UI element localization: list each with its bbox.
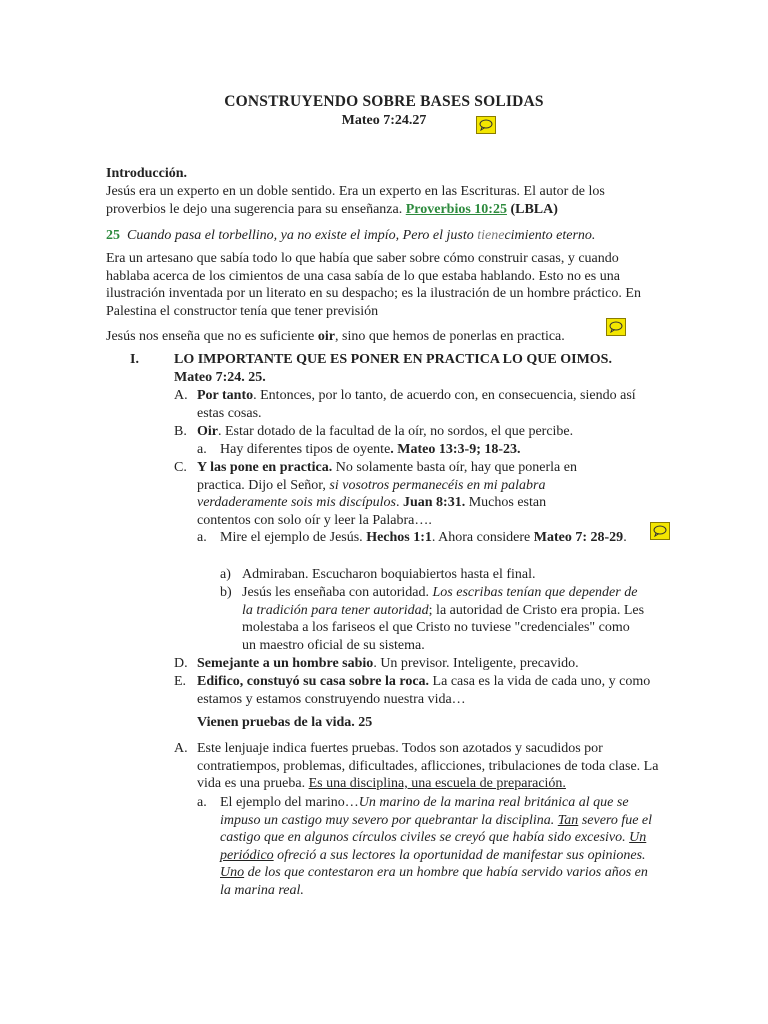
item-text: La casa es la vida de cada uno, y como estamos y estamos construyendo nuestra vida…	[197, 674, 651, 707]
item-bold: Semejante a un hombre sabio	[197, 656, 374, 671]
item-text: . Ahora considere	[431, 530, 534, 545]
item-text: ; la autoridad de Cristo era propia. Les molestaba a los fariseos el que Cristo no tuviese "credenciales" como un maestro oficial de su sistema.	[242, 602, 645, 653]
item-bold: Edifico, constuyó su casa sobre la roca.	[197, 674, 430, 689]
list-marker: C.	[174, 460, 187, 475]
item-text: . Entonces, por lo tanto, de acuerdo con, en consecuencia, siendo así estas cosas.	[197, 388, 636, 421]
list-marker: A.	[174, 388, 188, 403]
item-italic-underlined: Uno	[220, 865, 245, 880]
item-italic: severo fue el castigo que en algunos círculos civiles se creyó que había sido excesivo.	[220, 812, 653, 845]
verse-text-a: Cuando pasa el torbellino, ya no existe el impío, Pero el justo	[127, 228, 478, 243]
list-item-Ba	[220, 441, 660, 459]
item-text: Este lenjuaje indica fuertes pruebas. Todos son azotados y sacudidos por contratiempos, problemas, dificultades, aflicciones, tribulaciones de toda clase. La vida es una prueba.	[197, 741, 659, 791]
item-bold: Y las pone en practica.	[197, 460, 333, 475]
item-text: Mire el ejemplo de Jesús.	[220, 530, 367, 545]
verse-number: 25	[106, 228, 120, 243]
intro-paragraph-3	[106, 328, 606, 346]
section-heading	[174, 351, 664, 386]
speech-bubble-icon	[653, 525, 667, 537]
list-item-B	[197, 423, 655, 441]
list-item-D	[197, 655, 655, 673]
list-item-A	[197, 387, 655, 422]
comment-icon[interactable]	[606, 318, 626, 336]
item-italic-underlined: Tan	[557, 812, 579, 828]
item-bold: Por tanto	[197, 388, 254, 403]
page-subtitle: Mateo 7:24.27	[341, 113, 427, 128]
item-text: El ejemplo del marino…	[220, 795, 359, 810]
intro-paragraph-2: Era un artesano que sabía todo lo que había que saber sobre cómo construir casas, y cuando hablaba acerca de los cimientos de una casa sabía de lo que estaba hablando. Esto no es una ilustración inventada por un literato en su despacho; es la ilustración de un hombre práctico. En Palestina el constructor tenía que tener previsión	[106, 251, 641, 319]
verse-text-b: cimiento eterno.	[504, 228, 596, 243]
list-marker: a.	[197, 795, 207, 810]
item-text: Hay diferentes tipos de oyente	[220, 442, 391, 457]
comment-icon[interactable]	[650, 522, 670, 540]
item-italic-underlined: Un periódico	[220, 830, 647, 863]
item-italic: si vosotros permanecéis en mi palabra verdaderamente sois mis discípulos	[197, 477, 546, 510]
verse-quote	[106, 227, 666, 245]
p3-bold: oir	[317, 329, 336, 344]
section-heading-text: LO IMPORTANTE QUE ES PONER EN PRACTICA LO QUE OIMOS.	[174, 352, 612, 367]
item-text: . Estar dotado de la facultad de la oír, no sordos, el que percibe.	[218, 424, 574, 439]
speech-bubble-icon	[609, 321, 623, 333]
item-bold: Mateo 7: 28-29	[533, 530, 624, 545]
section-number: I.	[130, 352, 139, 367]
list-item-Ca	[220, 529, 645, 547]
section-ref: Mateo 7:24. 25.	[174, 369, 266, 385]
subsection-heading: Vienen pruebas de la vida. 25	[197, 715, 373, 730]
page-title: CONSTRUYENDO SOBRE BASES SOLIDAS	[224, 93, 544, 110]
intro-paragraph-1	[106, 183, 656, 218]
item-italic: Los escribas tenían que depender de la tradición para tener autoridad	[242, 585, 638, 618]
list-marker: A.	[174, 741, 188, 756]
item-text: .	[623, 530, 627, 545]
item-bold: Juan 8:31.	[402, 495, 466, 510]
list-item-2Aa	[220, 794, 662, 899]
list-marker: D.	[174, 656, 188, 671]
item-text: Muchos estan contentos con solo oír y leer la Palabra….	[197, 495, 547, 528]
item-text: Jesús les enseñaba con autoridad.	[242, 585, 433, 600]
item-bold: . Mateo 13:3-9; 18-23.	[390, 442, 521, 457]
list-marker: B.	[174, 424, 187, 439]
list-item-C	[197, 459, 597, 529]
list-marker: a.	[197, 442, 207, 457]
item-text: No solamente basta oír, hay que ponerla en practica. Dijo el Señor,	[197, 460, 577, 493]
intro-heading: Introducción.	[106, 166, 188, 181]
list-marker: b)	[220, 585, 232, 600]
item-text: . Un previsor. Inteligente, precavido.	[373, 656, 579, 671]
lbla-label: (LBLA)	[510, 201, 558, 217]
p3-text-a: Jesús nos enseña que no es suficiente	[106, 329, 318, 344]
intro-p1-text: Jesús era un experto en un doble sentido. Era un experto en las Escrituras. El autor de los proverbios le dejo una sugerencia para su enseñanza.	[106, 184, 605, 217]
list-marker: a.	[197, 530, 207, 545]
comment-icon[interactable]	[476, 116, 496, 134]
speech-bubble-icon	[479, 119, 493, 131]
verse-text-gray: tiene	[477, 228, 505, 243]
item-underlined: Es una disciplina, una escuela de preparación.	[308, 776, 566, 791]
item-italic: ofreció a sus lectores la oportunidad de manifestar sus opiniones.	[273, 847, 646, 863]
item-bold: Oir	[197, 424, 218, 439]
p3-text-c: , sino que hemos de ponerlas en practica.	[335, 329, 565, 344]
item-italic: Un marino de la marina real británica al que se impuso un castigo muy severo por quebrantar la disciplina.	[220, 795, 629, 828]
list-item-2A	[197, 740, 659, 793]
list-marker: a)	[220, 567, 231, 582]
list-item-Ca1: Admiraban. Escucharon boquiabiertos hasta el final.	[242, 567, 536, 582]
proverbios-link[interactable]: Proverbios 10:25	[405, 201, 507, 217]
item-italic: de los que contestaron era un hombre que había servido varios años en la marina real.	[220, 865, 648, 898]
list-item-E	[197, 673, 655, 708]
list-marker: E.	[174, 674, 187, 689]
list-item-Ca2	[242, 584, 647, 654]
item-text: .	[395, 495, 403, 510]
item-bold: Hechos 1:1	[366, 530, 432, 545]
